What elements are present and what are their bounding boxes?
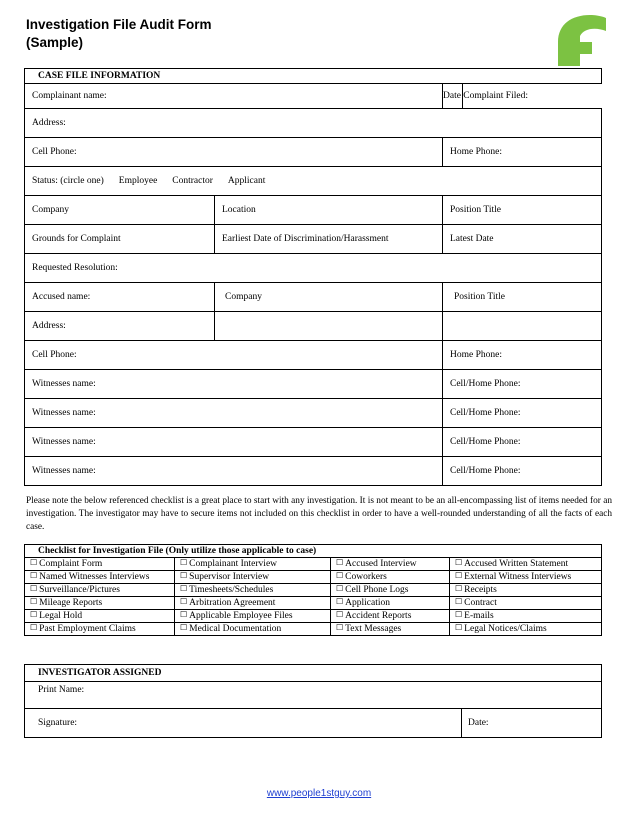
status-field[interactable]	[25, 167, 602, 196]
checklist-item[interactable]	[331, 597, 450, 610]
checklist-row	[25, 610, 602, 623]
form-title	[26, 16, 212, 52]
checklist-item-label: Legal Hold	[39, 611, 83, 621]
complainant-home-phone-field[interactable]: Home Phone:	[443, 138, 602, 167]
checklist-item-label: Arbitration Agreement	[189, 598, 276, 608]
checkbox-icon[interactable]: ☐	[455, 558, 463, 567]
signature-field[interactable]: Signature:	[25, 709, 462, 738]
checklist-row	[25, 571, 602, 584]
witness-name-field-2[interactable]: Witnesses name:	[25, 399, 443, 428]
checklist-item-label: Named Witnesses Interviews	[39, 572, 150, 582]
accused-address-field-3[interactable]	[443, 312, 602, 341]
checklist-item[interactable]	[25, 571, 175, 584]
checklist-table	[24, 544, 602, 636]
checklist-item[interactable]	[331, 610, 450, 623]
grounds-for-complaint-field[interactable]: Grounds for Complaint	[25, 225, 215, 254]
checklist-row	[25, 584, 602, 597]
checkbox-icon[interactable]: ☐	[180, 558, 188, 567]
checklist-item-label: Medical Documentation	[189, 624, 282, 634]
checkbox-icon[interactable]: ☐	[180, 597, 188, 606]
checklist-item-label: Complainant Interview	[189, 559, 278, 569]
investigator-header: INVESTIGATOR ASSIGNED	[25, 665, 602, 682]
checklist-item[interactable]	[450, 558, 602, 571]
accused-home-phone-field[interactable]: Home Phone:	[443, 341, 602, 370]
date-field[interactable]: Date:	[462, 709, 602, 738]
print-name-field[interactable]: Print Name:	[25, 682, 602, 709]
checklist-item-label: Application	[345, 598, 391, 608]
witness-phone-field-2[interactable]: Cell/Home Phone:	[443, 399, 602, 428]
leaf-logo-icon	[548, 12, 608, 68]
checkbox-icon[interactable]: ☐	[30, 558, 38, 567]
checklist-item[interactable]	[25, 623, 175, 636]
checkbox-icon[interactable]: ☐	[336, 584, 344, 593]
checklist-item[interactable]	[25, 584, 175, 597]
checkbox-icon[interactable]: ☐	[455, 610, 463, 619]
checklist-item[interactable]	[25, 610, 175, 623]
checklist-item[interactable]	[175, 597, 331, 610]
latest-date-field[interactable]: Latest Date	[443, 225, 602, 254]
date-complaint-filed-field[interactable]: Date Complaint Filed:	[443, 84, 463, 109]
checkbox-icon[interactable]: ☐	[455, 597, 463, 606]
checklist-item[interactable]	[450, 597, 602, 610]
checkbox-icon[interactable]: ☐	[30, 571, 38, 580]
checkbox-icon[interactable]: ☐	[30, 610, 38, 619]
checkbox-icon[interactable]: ☐	[336, 623, 344, 632]
accused-company-field[interactable]: Company	[215, 283, 443, 312]
checklist-note: Please note the below referenced checklist is a great place to start with any investigation. It is not meant to be an all-encompassing list of items needed for an investigation. The investigator may have to secure items not included on this checklist in order to have a well-rounded understanding of all the facts of each case.	[26, 496, 612, 532]
checklist-item-label: Timesheets/Schedules	[189, 585, 274, 595]
checklist-row	[25, 623, 602, 636]
complainant-address-field[interactable]: Address:	[25, 109, 602, 138]
witness-name-field-3[interactable]: Witnesses name:	[25, 428, 443, 457]
checklist-item-label: Applicable Employee Files	[189, 611, 293, 621]
requested-resolution-field[interactable]: Requested Resolution:	[25, 254, 602, 283]
form-title-main: Investigation File Audit Form	[26, 17, 212, 32]
case-file-header: CASE FILE INFORMATION	[25, 69, 602, 84]
checkbox-icon[interactable]: ☐	[30, 584, 38, 593]
investigator-table	[24, 664, 602, 738]
accused-address-field-2[interactable]	[215, 312, 443, 341]
checklist-item[interactable]	[450, 623, 602, 636]
accused-name-field[interactable]: Accused name:	[25, 283, 215, 312]
checklist-item-label: Mileage Reports	[39, 598, 103, 608]
checklist-item[interactable]	[175, 558, 331, 571]
checklist-item[interactable]	[175, 623, 331, 636]
checklist-header: Checklist for Investigation File (Only utilize those applicable to case)	[25, 545, 602, 558]
checklist-item[interactable]	[175, 610, 331, 623]
checklist-item[interactable]	[25, 558, 175, 571]
checklist-item-label: Accused Interview	[345, 559, 417, 569]
case-file-table	[24, 68, 602, 486]
status-option-employee[interactable]: Employee	[118, 176, 158, 186]
checkbox-icon[interactable]: ☐	[30, 623, 38, 632]
checklist-item-label: E-mails	[464, 611, 494, 621]
checkbox-icon[interactable]: ☐	[180, 610, 188, 619]
checklist-item[interactable]	[175, 584, 331, 597]
checkbox-icon[interactable]: ☐	[180, 584, 188, 593]
form-title-sub: (Sample)	[26, 35, 84, 50]
checklist-item-label: Accident Reports	[345, 611, 412, 621]
checklist-item-label: Cell Phone Logs	[345, 585, 409, 595]
earliest-date-field[interactable]: Earliest Date of Discrimination/Harassment	[215, 225, 443, 254]
checklist-item-label: Past Employment Claims	[39, 624, 136, 634]
checklist-item-label: Coworkers	[345, 572, 387, 582]
checklist-item-label: Accused Written Statement	[464, 559, 569, 569]
location-field[interactable]: Location	[215, 196, 443, 225]
witness-name-field-4[interactable]: Witnesses name:	[25, 457, 443, 486]
checklist-item-label: Text Messages	[345, 624, 402, 634]
checklist-row	[25, 597, 602, 610]
accused-address-field[interactable]: Address:	[25, 312, 215, 341]
checkbox-icon[interactable]: ☐	[336, 571, 344, 580]
checklist-item[interactable]	[331, 558, 450, 571]
witness-phone-field-3[interactable]: Cell/Home Phone:	[443, 428, 602, 457]
checkbox-icon[interactable]: ☐	[455, 623, 463, 632]
checkbox-icon[interactable]: ☐	[336, 610, 344, 619]
checklist-row	[25, 558, 602, 571]
checklist-item-label: Complaint Form	[39, 559, 103, 569]
position-title-field[interactable]: Position Title	[443, 196, 602, 225]
checklist-item-label: External Witness Interviews	[464, 572, 572, 582]
checklist-item[interactable]	[175, 571, 331, 584]
checkbox-icon[interactable]: ☐	[180, 571, 188, 580]
complainant-name-field[interactable]: Complainant name:	[25, 84, 443, 109]
checkbox-icon[interactable]: ☐	[30, 597, 38, 606]
checkbox-icon[interactable]: ☐	[336, 558, 344, 567]
footer-link[interactable]: www.people1stguy.com	[266, 788, 372, 799]
witness-phone-field-1[interactable]: Cell/Home Phone:	[443, 370, 602, 399]
checklist-item-label: Legal Notices/Claims	[464, 624, 547, 634]
checklist-item[interactable]	[331, 623, 450, 636]
checkbox-icon[interactable]: ☐	[455, 584, 463, 593]
accused-cell-phone-field[interactable]: Cell Phone:	[25, 341, 443, 370]
checklist-item-label: Contract	[464, 598, 497, 608]
checklist-item[interactable]	[331, 571, 450, 584]
checklist-item-label: Surveillance/Pictures	[39, 585, 120, 595]
checklist-item[interactable]	[450, 571, 602, 584]
checkbox-icon[interactable]: ☐	[455, 571, 463, 580]
checklist-item-label: Supervisor Interview	[189, 572, 270, 582]
witness-name-field-1[interactable]: Witnesses name:	[25, 370, 443, 399]
company-field[interactable]: Company	[25, 196, 215, 225]
checklist-item-label: Receipts	[464, 585, 497, 595]
checklist-item[interactable]	[450, 584, 602, 597]
status-label: Status: (circle one)	[32, 176, 104, 186]
witness-phone-field-4[interactable]: Cell/Home Phone:	[443, 457, 602, 486]
checklist-item[interactable]	[450, 610, 602, 623]
complainant-cell-phone-field[interactable]: Cell Phone:	[25, 138, 443, 167]
status-option-contractor[interactable]: Contractor	[172, 176, 213, 186]
accused-position-title-field[interactable]: Position Title	[443, 283, 602, 312]
checkbox-icon[interactable]: ☐	[336, 597, 344, 606]
checklist-item[interactable]	[25, 597, 175, 610]
checkbox-icon[interactable]: ☐	[180, 623, 188, 632]
checklist-item[interactable]	[331, 584, 450, 597]
status-option-applicant[interactable]: Applicant	[227, 176, 266, 186]
